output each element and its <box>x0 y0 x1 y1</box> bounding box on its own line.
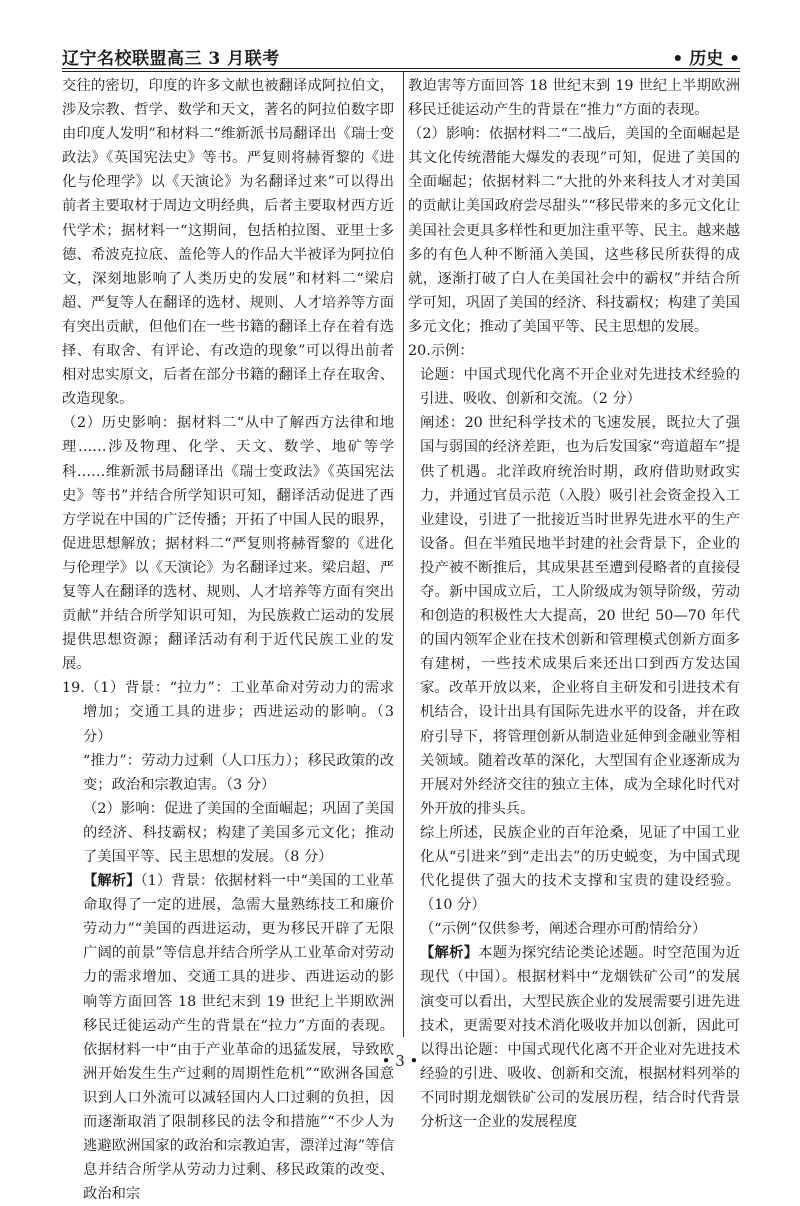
left-column <box>62 74 394 1206</box>
exam-title: 辽宁名校联盟高三 3 月联考 <box>62 49 280 69</box>
paragraph: 教迫害等方面回答 18 世纪末到 19 世纪上半期欧洲移民迁徙运动产生的背景在“推力”方面的表现。 <box>408 78 740 119</box>
page-number: • 3 • <box>381 1052 419 1070</box>
paragraph: （2）历史影响：据材料二“从中了解西方法律和地理……涉及物理、化学、天文、数学、地矿等学科……维新派书局翻译出《瑞士变政法》《英国宪法史》等书”并结合所学知识可知，翻译活动促进了西方学说在中国的广泛传播；开拓了中国人民的眼界，促进思想解放；据材料二“严复则将赫胥黎的《进化与伦理学》以《天演论》为名翻译过来。梁启超、严复等人在翻译的选材、规则、人才培养等方面有突出贡献”并结合所学知识可知，为民族救亡运动的发展提供思想资源；翻译活动有利于近代民族工业的发展。 <box>62 415 394 673</box>
analysis-tag: 【解析】 <box>420 945 479 962</box>
column-separator <box>403 72 404 1037</box>
conclusion-paragraph: 综上所述，民族企业的百年沧桑，见证了中国工业化从“引进来”到“走出去”的历史蜕变，为中国式现代化提供了强大的技术支撑和宝贵的建设经验。（10 分） <box>420 824 740 914</box>
analysis-paragraph <box>408 941 740 1134</box>
paragraph-q19-push: 19.（1）背景：“拉力”：工业革命对劳动力的需求增加；交通工具的进步；西进运动的影响。（3 分） <box>62 680 394 745</box>
analysis-text: 本题为探究结论类论述题。时空范围为近现代（中国）。根据材料中“龙烟铁矿公司”的发展演变可以看出，大型民族企业的发展需要引进先进技术，更需要对技术消化吸收并加以创新，因此可以得出论题：中国式现代化离不开企业对先进技术经验的引进、吸收、创新和交流，根据材料列举的不同时期龙烟铁矿公司的发展历程，结合时代背景分析这一企业的发展程度 <box>420 945 741 1131</box>
elaboration-paragraph: 阐述：20 世纪科学技术的飞速发展，既拉大了强国与弱国的经济差距，也为后发国家“弯道超车”提供了机遇。北洋政府统治时期，政府借助财政实力，并通过官员示范（入股）吸引社会资金投入工业建设，引进了一批接近当时世界先进水平的生产设备。但在半殖民地半封建的社会背景下，企业的投产被不断推后，其成果甚至遭到侵略者的直接侵夺。新中国成立后，工人阶级成为领导阶级，劳动和创造的积极性大大提高，20 世纪 50—70 年代的国内领军企业在技术创新和管理模式创新方面多有建树，一些技术成果后来还出口到西方发达国家。改革开放以来，企业将自主研发和引进技术有机结合，设计出具有国际先进水平的设备，并在政府引导下，将管理创新从制造业延伸到金融业等相关领域。随着改革的深化，大型国有企业逐渐成为开展对外经济交往的独立主体，成为全球化时代对外开放的排头兵。 <box>420 415 740 817</box>
header-rule-bottom <box>62 71 740 72</box>
paragraph: （2）影响：依据材料二“二战后，美国的全面崛起是其文化传统潜能大爆发的表现”可知，促进了美国的全面崛起；依据材料二“大批的外来科技人才对美国的贡献让美国政府尝尽甜头”“移民带来的多元文化让美国社会更具多样性和更加注重平等、民主。越来越多的有色人种不断涌入美国，这些移民所获得的成就，逐渐打破了白人在美国社会中的霸权”并结合所学可知，巩固了美国的经济、科技霸权；构建了美国多元文化；推动了美国平等、民主思想的发展。 <box>408 126 740 335</box>
thesis-paragraph: 论题：中国式现代化离不开企业对先进技术经验的引进、吸收、创新和交流。（2 分） <box>420 367 740 408</box>
paragraph: “推力”：劳动力过剩（人口压力）；移民政策的改变；政治和宗教迫害。（3 分） <box>83 752 394 793</box>
analysis-text: （1）背景：依据材料一中“美国的工业革命取得了一定的进展，急需大量熟练技工和廉价劳动力”“美国的西进运动，更为移民开辟了无限广阔的前景”等信息并结合所学从工业革命对劳动力的需求增加、交通工具的进步、西进运动的影响等方面回答 18 世纪末到 19 世纪上半期欧洲移民迁徙运动产生的背景在“拉力”方面的表现。依据材料一中“由于产业革命的迅猛发展，导致欧洲开始发生生产过剩的周期性危机”“欧洲各国意识到人口外流可以减轻国内人口过剩的负担，因而逐渐取消了限制移民的法令和措施”“不少人为逃避欧洲国家的政治和宗教迫害，漂洋过海”等信息并结合所学从劳动力过剩、移民政策的改变、政治和宗 <box>83 873 394 1203</box>
q20-heading: 20.示例： <box>408 343 474 360</box>
subject-label: • 历史 • <box>672 49 740 69</box>
page-header <box>62 40 740 70</box>
analysis-paragraph <box>62 869 394 1206</box>
paragraph: 交往的密切，印度的许多文献也被翻译成阿拉伯文，涉及宗教、哲学、数学和天文，著名的阿拉伯数字即由印度人发明”和材料二“维新派书局翻译出《瑞士变政法》《英国宪法史》等书。严复则将赫胥黎的《进化与伦理学》以《天演论》为名翻译过来”可以得出前者主要取材于周边文明经典，后者主要取材西方近代学术；据材料一“这期间，包括柏拉图、亚里士多德、希波克拉底、盖伦等人的作品大半被译为阿拉伯文，深刻地影响了人类历史的发展”和材料二“梁启超、严复等人在翻译的选材、规则、人才培养等方面有突出贡献，但他们在一些书籍的翻译上存在着有选择、有取舍、有评论、有改造的现象”可以得出前者相对忠实原文，后者在部分书籍的翻译上存在取舍、改造现象。 <box>62 78 394 408</box>
right-column <box>408 74 740 1134</box>
header-rule-top <box>62 68 740 69</box>
analysis-tag: 【解析】 <box>83 873 141 890</box>
note-paragraph: （“示例”仅供参考，阐述合理亦可酌情给分） <box>420 921 707 938</box>
paragraph: （2）影响：促进了美国的全面崛起；巩固了美国的经济、科技霸权；构建了美国多元文化；推动了美国平等、民主思想的发展。（8 分） <box>83 800 394 865</box>
